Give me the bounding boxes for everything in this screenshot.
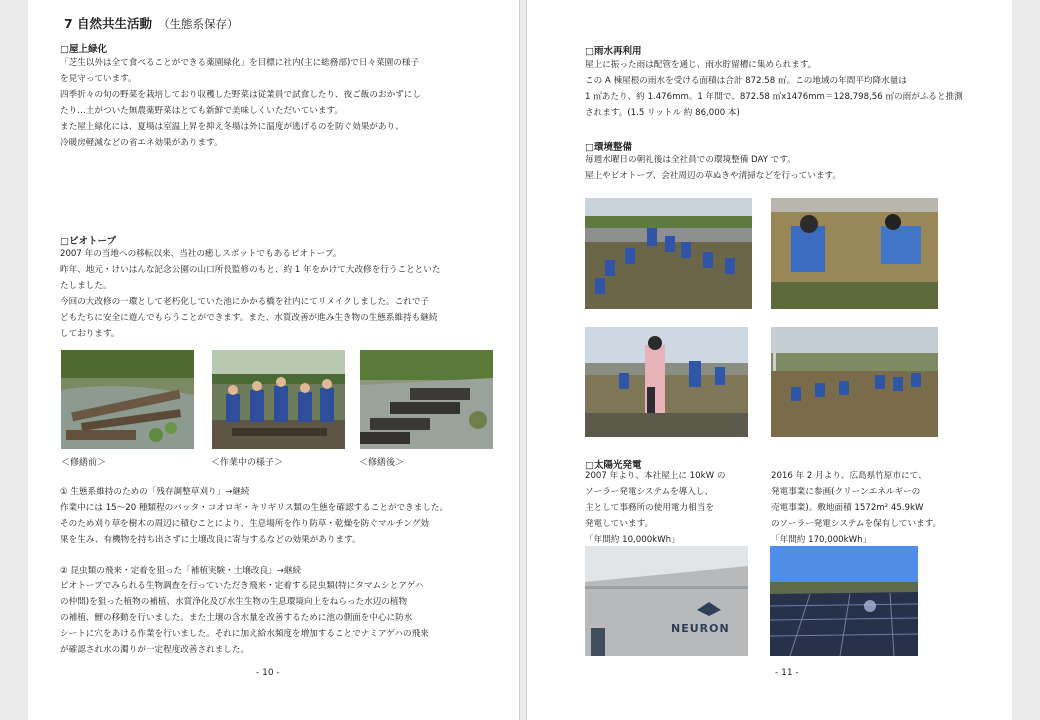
caption-before-repair: ＜修繕前＞ [61,458,107,468]
heading-biotope: □ビオトープ [60,236,117,247]
photo-cleanup-3 [585,327,748,437]
heading-environment-maintenance: □環境整備 [585,142,632,153]
solar-column-takehara: 2016 年 2 月より、広島県竹原市にて、 発電事業に参画(クリーンエネルギーの 売電事業)。敷地面積 1572m² 45.9kW のソーラー発電システムを保有しています。 「年間約 170,000kWh」 [771,471,942,545]
photo-cleanup-4 [771,327,938,437]
item2-paragraph: ビオトープでみられる生物調査を行っていただき飛来・定着する昆虫類(特にタマムシとアゲハ の仲間)を狙った植物の補植、水質浄化及び水生生物の生息環境向上をねらった水辺の植物 の補植、鯉の移動を行いました。また土壌の含水量を改善するために池の側面を中心に防水 シートに穴をあける作業を行いました。それに加え給水頻度を増加することでナミアゲハの飛来 が確認され水の濁りが一定程度改善されました。 [60,581,429,655]
page-number: - 10 - [256,668,280,678]
heading-rooftop-greening: □屋上緑化 [60,44,107,55]
rooftop-paragraph: 「芝生以外は全て食べることができる薬園緑化」を目標に社内(主に総務部)で日々菜園の様子 を見守っています。 四季折々の旬の野菜を栽培しており収穫した野菜は従業員で試食したり、夜ご飯のおかずにし たり…土がついた無農薬野菜はとても新鮮で美味しくいただいています。 また屋上緑化には、夏場は室温上昇を抑え冬場は外に温度が逃げるのを防ぐ効果があり、 冷暖房軽減などの省エネ効果があります。 [60,58,421,148]
solar-column-hq: 2007 年より、本社屋上に 10kW の ソーラー発電システムを導入し、 主として事務所の使用電力相当を 発電しています。 「年間約 10,000kWh」 [585,471,726,545]
page-10 [28,0,520,720]
photo-cleanup-2 [771,198,938,309]
environment-paragraph: 毎週水曜日の朝礼後は全社員での環境整備 DAY です。 屋上やビオトープ、会社周辺の草ぬきや清掃などを行っています。 [585,155,842,181]
item2-heading: ② 昆虫類の飛来・定着を狙った「補植実験・土壌改良」→継続 [60,566,302,576]
caption-work-in-progress: ＜作業中の様子＞ [211,458,284,468]
photo-solar-farm [770,546,918,656]
photo-headquarters-building [585,546,748,656]
biotope-paragraph: 2007 年の当地への移転以来、当社の癒しスポットでもあるビオトープ。 昨年、地元・けいはんな記念公園の山口所長監修のもと、約 1 年をかけて大改修を行うことといた たしました。 今回の大改修の一環として老朽化していた池にかかる橋を社内にてリメイクしました。これで子 どもたちに安全に遊んでもらうことができます。また、水質改善が進み生き物の生態系維持も継続 しております。 [60,249,441,339]
photo-cleanup-1 [585,198,752,309]
photo-work-in-progress [212,350,345,449]
photo-before-repair [61,350,194,449]
heading-solar-power: □太陽光発電 [585,460,642,471]
caption-after-repair: ＜修繕後＞ [359,458,405,468]
neuron-building-sign: NEURON [671,622,730,635]
page-number: - 11 - [775,668,799,678]
photo-after-repair [360,350,493,449]
heading-rainwater-reuse: □雨水再利用 [585,46,642,57]
section-title: 7 自然共生活動 （生態系保存） [64,16,239,31]
rainwater-paragraph: 屋上に振った雨は配管を通じ、雨水貯留槽に集められます。 この A 棟屋根の雨水を受ける面積は合計 872.58 ㎡。この地域の年間平均降水量は 1 ㎡あたり、約 1.476mm。1 年間で、872.58 ㎡x1476mm＝128,798,56 ㎡の雨がふると推測 されます。(1.5 リットル 約 86,000 本) [585,60,963,118]
item1-paragraph: 作業中には 15～20 種類程のバッタ・コオロギ・キリギリス類の生態を確認することができました。 そのため刈り草を樹木の周辺に積むことにより、生息場所を作り防草・乾燥を防ぐマルチング効 果を生み、有機物を持ち出さずに土壌改良に寄与するなどの効果があります。 [60,503,449,545]
page-11 [526,0,1012,720]
item1-heading: ① 生態系維持のための「残存調整草刈り」→継続 [60,487,250,497]
